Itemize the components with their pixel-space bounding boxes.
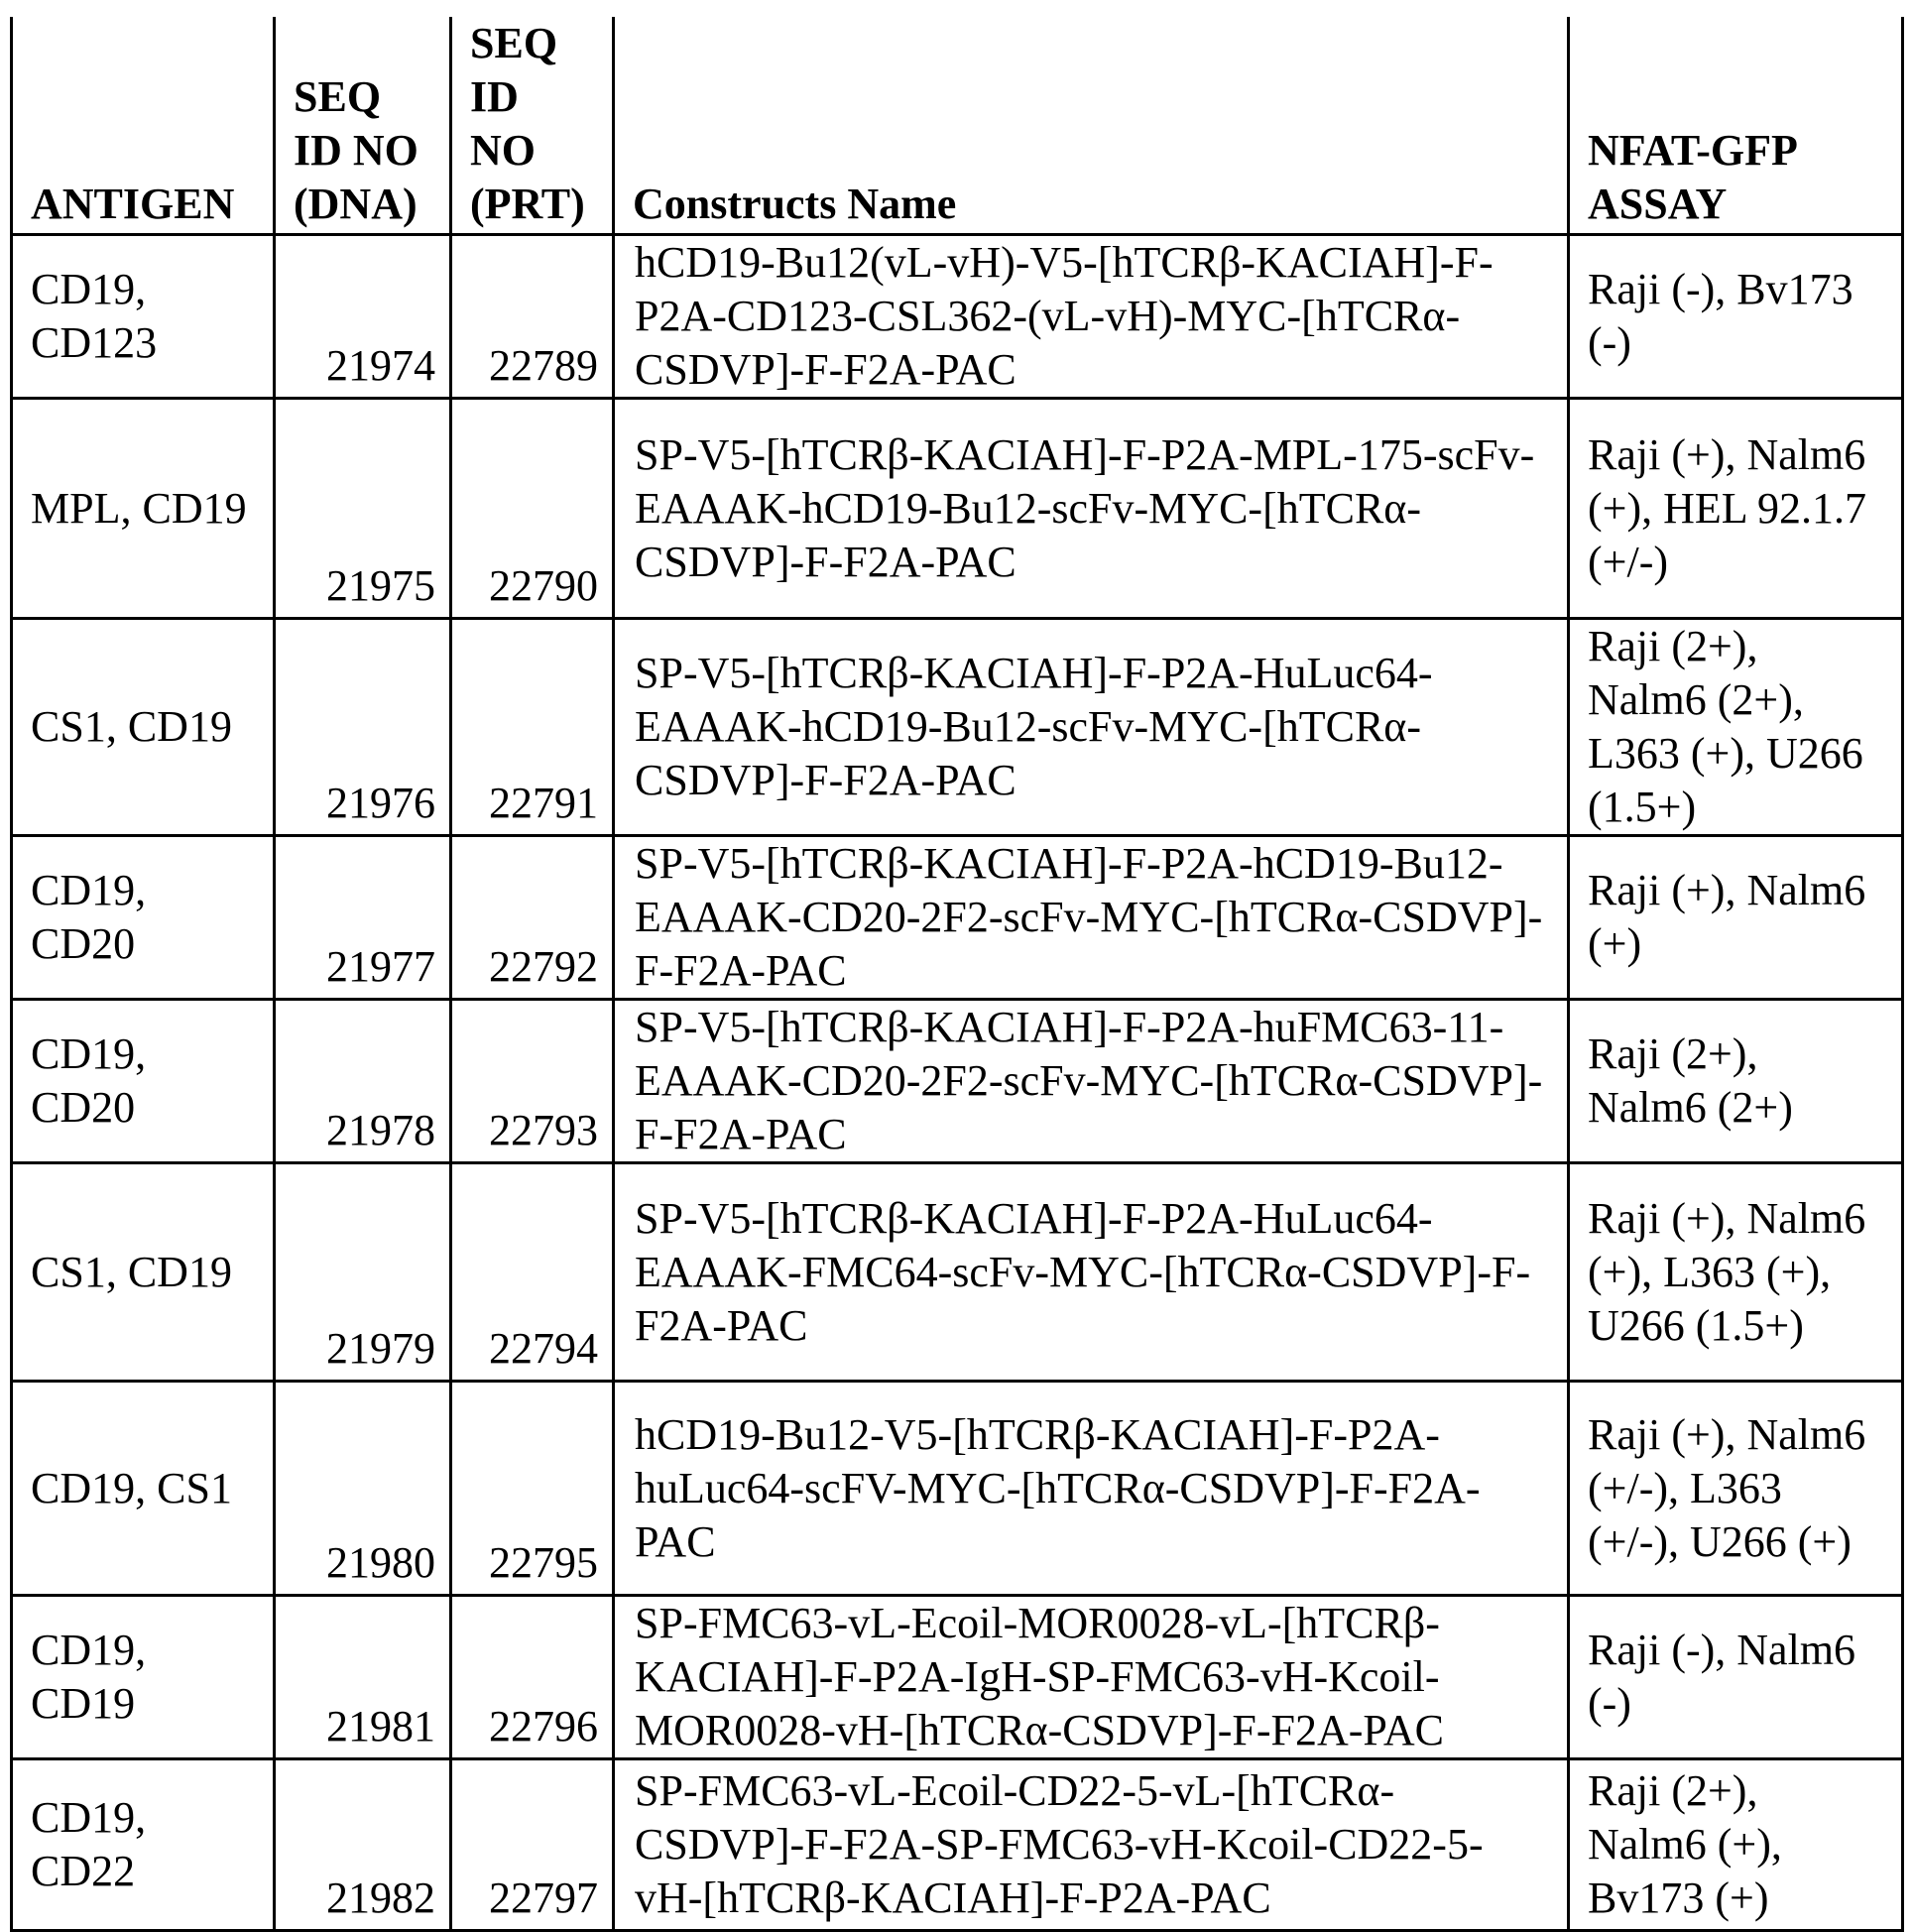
construct-name-cell: SP-V5-[hTCRβ-KACIAH]-F-P2A-HuLuc64-EAAAK-FMC64-scFv-MYC-[hTCRα-CSDVP]-F-F2A-PAC: [614, 1163, 1569, 1382]
seq-dna-cell: 21982: [275, 1759, 451, 1931]
construct-name-cell: SP-V5-[hTCRβ-KACIAH]-F-P2A-huFMC63-11-EAAAK-CD20-2F2-scFv-MYC-[hTCRα-CSDVP]-F-F2A-PAC: [614, 1000, 1569, 1163]
constructs-table-container: [10, 17, 1904, 1932]
seq-prt-cell: 22796: [451, 1596, 614, 1759]
antigen-cell: CD19, CD22: [12, 1759, 275, 1931]
table-row: [12, 1163, 1903, 1382]
header-nfat-gfp-assay: NFAT-GFP ASSAY: [1569, 17, 1903, 235]
assay-cell: Raji (2+), Nalm6 (2+), L363 (+), U266 (1.5+): [1569, 619, 1903, 836]
constructs-table: [10, 17, 1904, 1932]
seq-prt-cell: 22793: [451, 1000, 614, 1163]
assay-cell: Raji (+), Nalm6 (+), HEL 92.1.7 (+/-): [1569, 399, 1903, 619]
antigen-cell: CD19, CD20: [12, 836, 275, 1000]
seq-prt-cell: 22795: [451, 1382, 614, 1596]
seq-dna-cell: 21978: [275, 1000, 451, 1163]
table-row: [12, 1596, 1903, 1759]
seq-dna-cell: 21974: [275, 235, 451, 399]
antigen-cell: CD19, CD123: [12, 235, 275, 399]
assay-cell: Raji (+), Nalm6 (+): [1569, 836, 1903, 1000]
seq-dna-cell: 21981: [275, 1596, 451, 1759]
construct-name-cell: SP-FMC63-vL-Ecoil-CD22-5-vL-[hTCRα-CSDVP]-F-F2A-SP-FMC63-vH-Kcoil-CD22-5-vH-[hTCRβ-KACIAH]-F-P2A-PAC: [614, 1759, 1569, 1931]
table-row: [12, 619, 1903, 836]
seq-dna-cell: 21980: [275, 1382, 451, 1596]
seq-dna-cell: 21976: [275, 619, 451, 836]
antigen-cell: CD19, CS1: [12, 1382, 275, 1596]
seq-dna-cell: 21977: [275, 836, 451, 1000]
seq-prt-cell: 22797: [451, 1759, 614, 1931]
construct-name-cell: SP-V5-[hTCRβ-KACIAH]-F-P2A-HuLuc64-EAAAK-hCD19-Bu12-scFv-MYC-[hTCRα-CSDVP]-F-F2A-PAC: [614, 619, 1569, 836]
construct-name-cell: hCD19-Bu12-V5-[hTCRβ-KACIAH]-F-P2A-huLuc64-scFV-MYC-[hTCRα-CSDVP]-F-F2A-PAC: [614, 1382, 1569, 1596]
seq-dna-cell: 21979: [275, 1163, 451, 1382]
antigen-cell: CS1, CD19: [12, 1163, 275, 1382]
seq-dna-cell: 21975: [275, 399, 451, 619]
seq-prt-cell: 22794: [451, 1163, 614, 1382]
assay-cell: Raji (+), Nalm6 (+/-), L363 (+/-), U266 (+): [1569, 1382, 1903, 1596]
seq-prt-cell: 22792: [451, 836, 614, 1000]
seq-prt-cell: 22791: [451, 619, 614, 836]
table-row: [12, 836, 1903, 1000]
antigen-cell: CS1, CD19: [12, 619, 275, 836]
construct-name-cell: hCD19-Bu12(vL-vH)-V5-[hTCRβ-KACIAH]-F-P2A-CD123-CSL362-(vL-vH)-MYC-[hTCRα-CSDVP]-F-F2A-PAC: [614, 235, 1569, 399]
seq-prt-cell: 22790: [451, 399, 614, 619]
header-constructs-name: Constructs Name: [614, 17, 1569, 235]
header-antigen: ANTIGEN: [12, 17, 275, 235]
construct-name-cell: SP-V5-[hTCRβ-KACIAH]-F-P2A-MPL-175-scFv-EAAAK-hCD19-Bu12-scFv-MYC-[hTCRα-CSDVP]-F-F2A-PAC: [614, 399, 1569, 619]
antigen-cell: CD19, CD19: [12, 1596, 275, 1759]
header-seq-id-prt: SEQ ID NO (PRT): [451, 17, 614, 235]
header-seq-id-dna: SEQ ID NO (DNA): [275, 17, 451, 235]
table-row: [12, 1382, 1903, 1596]
antigen-cell: CD19, CD20: [12, 1000, 275, 1163]
table-row: [12, 399, 1903, 619]
table-row: [12, 1759, 1903, 1931]
assay-cell: Raji (+), Nalm6 (+), L363 (+), U266 (1.5+): [1569, 1163, 1903, 1382]
table-header-row: [12, 17, 1903, 235]
table-row: [12, 1000, 1903, 1163]
assay-cell: Raji (-), Nalm6 (-): [1569, 1596, 1903, 1759]
table-row: [12, 235, 1903, 399]
construct-name-cell: SP-FMC63-vL-Ecoil-MOR0028-vL-[hTCRβ-KACIAH]-F-P2A-IgH-SP-FMC63-vH-Kcoil-MOR0028-vH-[hTCRα-CSDVP]-F-F2A-PAC: [614, 1596, 1569, 1759]
construct-name-cell: SP-V5-[hTCRβ-KACIAH]-F-P2A-hCD19-Bu12-EAAAK-CD20-2F2-scFv-MYC-[hTCRα-CSDVP]-F-F2A-PAC: [614, 836, 1569, 1000]
assay-cell: Raji (2+), Nalm6 (+), Bv173 (+): [1569, 1759, 1903, 1931]
antigen-cell: MPL, CD19: [12, 399, 275, 619]
assay-cell: Raji (-), Bv173 (-): [1569, 235, 1903, 399]
assay-cell: Raji (2+), Nalm6 (2+): [1569, 1000, 1903, 1163]
seq-prt-cell: 22789: [451, 235, 614, 399]
